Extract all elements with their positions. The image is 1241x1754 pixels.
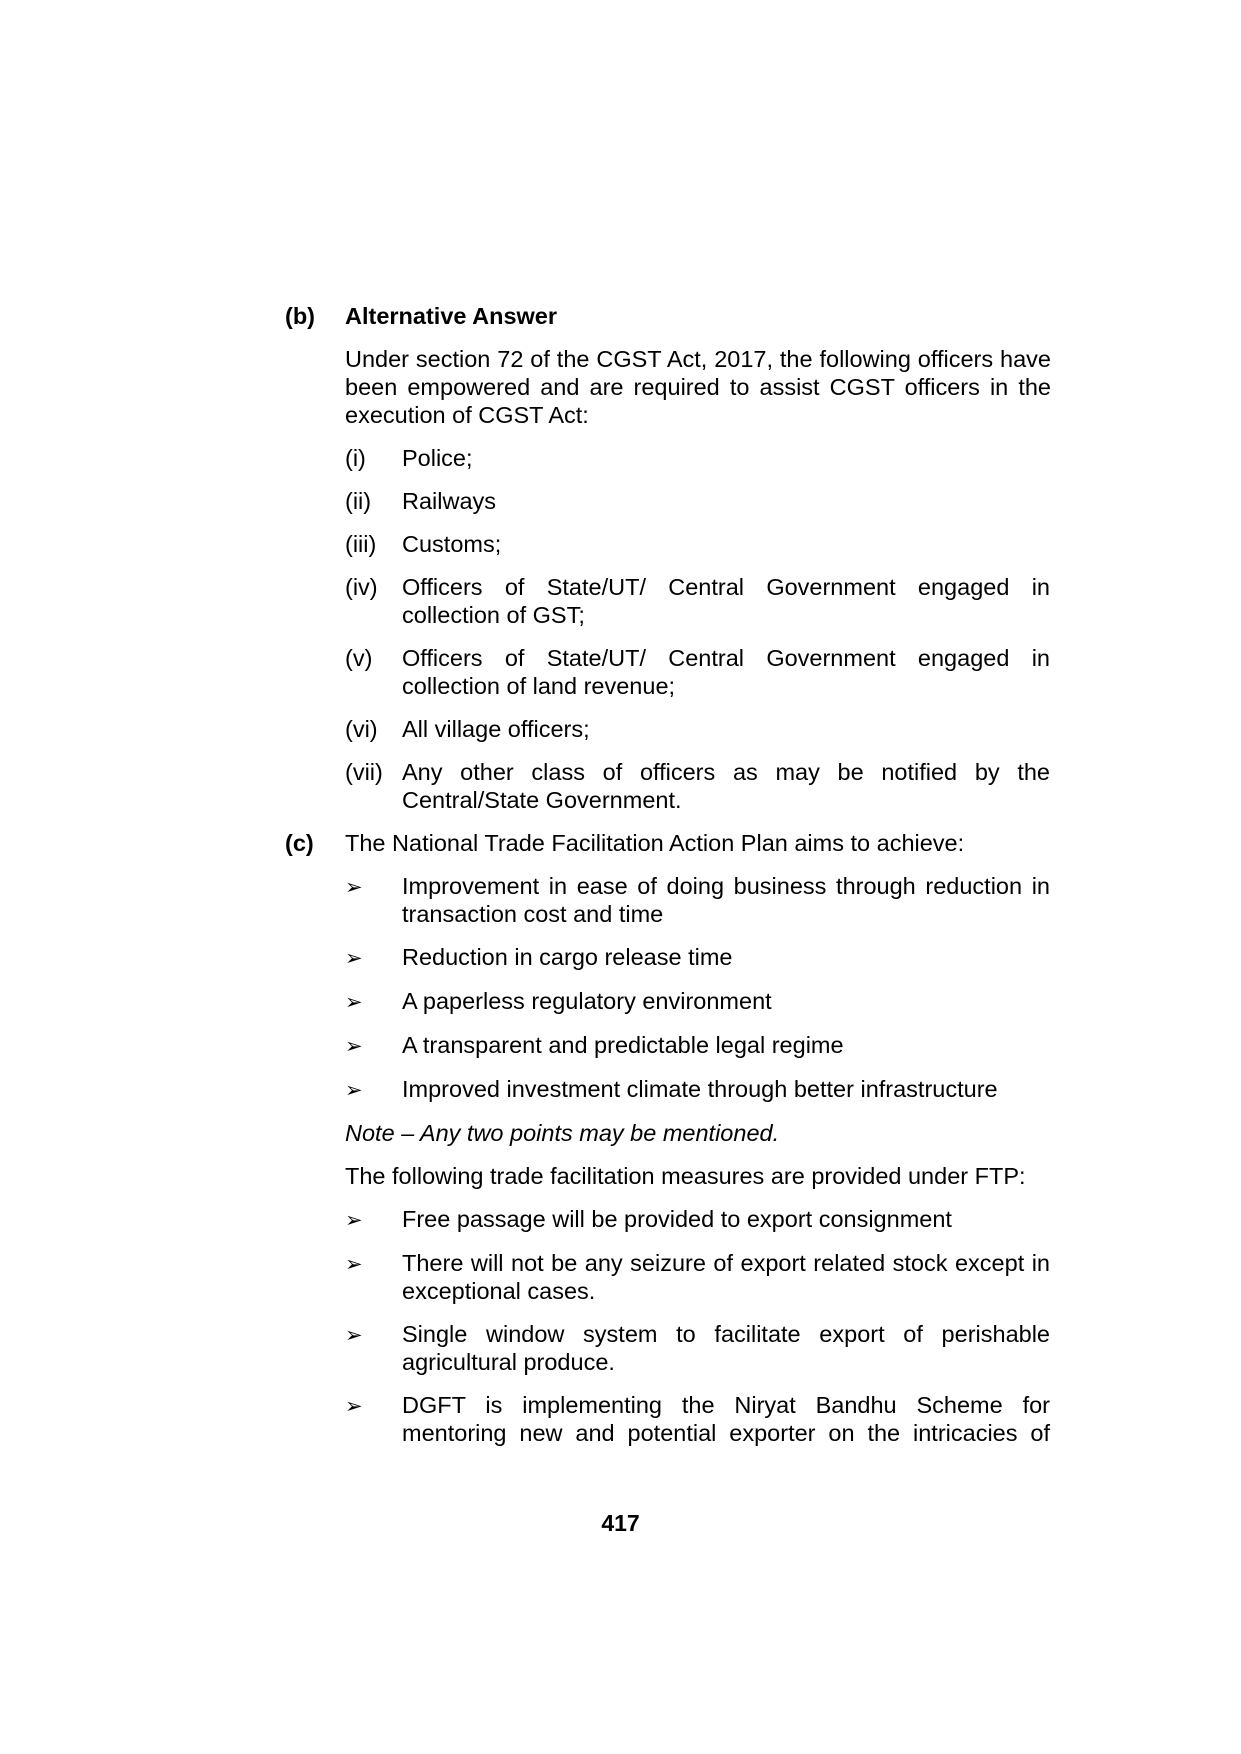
bullet-item-text: Single window system to facilitate export of perishable agricultural produce. [402, 1321, 1050, 1375]
ftp-intro-paragraph: The following trade facilitation measures are provided under FTP: [345, 1163, 1026, 1189]
section-b-body [345, 345, 1051, 814]
list-item-number: (i) [345, 445, 366, 471]
arrow-bullet-icon: ➢ [345, 875, 363, 899]
list-item-roman [345, 530, 1051, 558]
bullet-item [345, 872, 1051, 928]
section-c-body [345, 872, 1051, 1447]
list-item-number: (iii) [345, 531, 377, 557]
arrow-bullet-icon: ➢ [345, 1034, 363, 1058]
bullet-item [345, 1391, 1051, 1447]
arrow-bullet-icon: ➢ [345, 946, 363, 970]
section-c-intro: The National Trade Facilitation Action Plan aims to achieve: [345, 830, 965, 856]
arrow-bullet-icon: ➢ [345, 1394, 363, 1418]
list-item-number: (v) [345, 645, 373, 671]
arrow-bullet-icon: ➢ [345, 1208, 363, 1232]
list-item-roman [345, 758, 1051, 814]
list-item-roman [345, 444, 1051, 472]
list-item-number: (vii) [345, 759, 383, 785]
arrow-bullet-icon: ➢ [345, 990, 363, 1014]
arrow-bullet-icon: ➢ [345, 1078, 363, 1102]
bullet-item-text: Reduction in cargo release time [402, 944, 733, 970]
bullet-item [345, 1320, 1051, 1376]
list-item-number: (ii) [345, 488, 372, 514]
section-b-label: (b) [285, 303, 316, 329]
bullet-item-text: A transparent and predictable legal regime [402, 1032, 844, 1058]
bullet-item [345, 1249, 1051, 1305]
list-item-text: Customs; [402, 531, 502, 557]
page-number: 417 [601, 1510, 640, 1536]
bullet-item [345, 987, 1051, 1016]
list-item-roman [345, 715, 1051, 743]
arrow-bullet-icon: ➢ [345, 1252, 363, 1276]
note-text: Note – Any two points may be mentioned. [345, 1120, 780, 1146]
list-item-number: (iv) [345, 574, 378, 600]
list-item-text: Any other class of officers as may be notified by the Central/State Government. [402, 759, 1050, 813]
section-b-intro-paragraph: Under section 72 of the CGST Act, 2017, the following officers have been empowered and are required to assist CGST officers in the execution of CGST Act: [345, 346, 1051, 428]
bullet-item-text: There will not be any seizure of export related stock except in exceptional cases. [402, 1250, 1050, 1304]
arrow-bullet-icon: ➢ [345, 1323, 363, 1347]
list-item-number: (vi) [345, 716, 378, 742]
list-item-text: Railways [402, 488, 497, 514]
bullet-item-text: Improvement in ease of doing business through reduction in transaction cost and time [402, 873, 1050, 927]
list-item-text: Police; [402, 445, 473, 471]
section-c-heading-row [285, 829, 1051, 857]
list-item-roman [345, 573, 1051, 629]
section-b-heading: Alternative Answer [345, 303, 558, 329]
list-item-text: Officers of State/UT/ Central Government engaged in collection of GST; [402, 574, 1050, 628]
list-item-text: All village officers; [402, 716, 590, 742]
bullet-item [345, 1075, 1051, 1104]
list-item-text: Officers of State/UT/ Central Government engaged in collection of land revenue; [402, 645, 1050, 699]
bullet-item-text: Free passage will be provided to export consignment [402, 1206, 952, 1232]
section-c-label: (c) [285, 830, 314, 856]
bullet-item [345, 1031, 1051, 1060]
list-item-roman [345, 487, 1051, 515]
bullet-item [345, 1205, 1051, 1234]
page-content [285, 302, 1051, 1462]
section-b-heading-row [285, 302, 1051, 330]
bullet-item-text: A paperless regulatory environment [402, 988, 772, 1014]
bullet-item [345, 943, 1051, 972]
bullet-item-text: DGFT is implementing the Niryat Bandhu Scheme for mentoring new and potential exporter on the intricacies of [402, 1392, 1050, 1446]
list-item-roman [345, 644, 1051, 700]
bullet-item-text: Improved investment climate through better infrastructure [402, 1076, 998, 1102]
